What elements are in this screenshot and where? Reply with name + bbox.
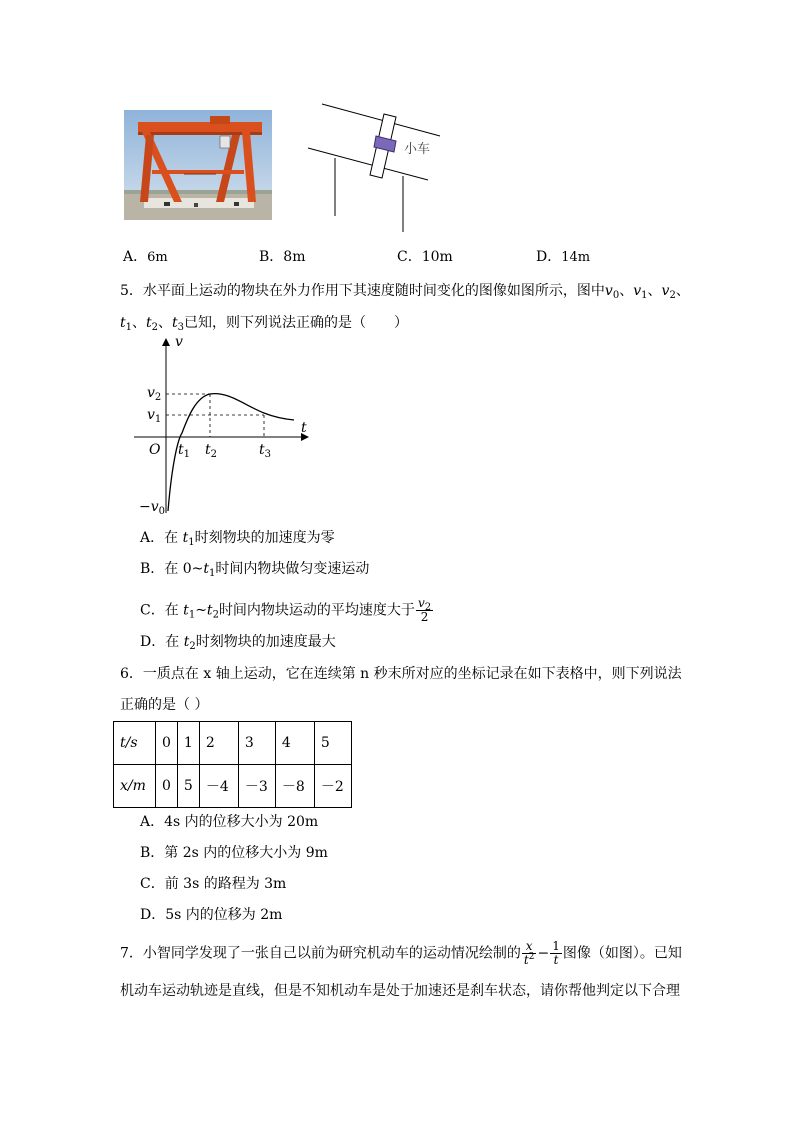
option-prefix: A．在 <box>140 530 183 546</box>
option-prefix: D．在 <box>140 634 184 650</box>
table-header-cell: t/s <box>114 722 156 765</box>
velocity-time-graph <box>128 333 328 518</box>
table-cell: 0 <box>156 722 178 765</box>
q7-stem-text: 7．小智同学发现了一张自己以前为研究机动车的运动情况绘制的 <box>120 945 521 962</box>
q7-stem-line2: 机动车运动轨迹是直线，但是不知机动车是处于加速还是刹车状态，请你帮他判定以下合理 <box>120 983 680 999</box>
option-prefix: B．在 0~ <box>140 561 204 577</box>
option-prefix: C．在 <box>140 602 184 619</box>
table-cell: －8 <box>275 765 314 808</box>
q6-option-b[interactable]: B．第 2s 内的位移大小为 9m <box>140 845 328 861</box>
q5-option-d[interactable]: D．在 $t_2$时刻物块的加速度最大 <box>140 634 336 652</box>
q6-option-c[interactable]: C．前 3s 的路程为 3m <box>140 876 287 892</box>
dash: − <box>537 945 550 962</box>
table-cell: 5 <box>314 722 351 765</box>
crane-photo <box>124 110 272 220</box>
q4-option-b[interactable] <box>259 247 305 267</box>
option-text: 8m <box>283 249 306 265</box>
table-cell: 5 <box>177 765 199 808</box>
neg-v0-label: $-v_0$ <box>139 499 166 517</box>
table-cell: －4 <box>199 765 238 808</box>
x-over-t2-fraction: $\frac{x}{t^2}$ <box>523 939 535 967</box>
t3-label: $t_3$ <box>259 442 272 460</box>
q6-option-a[interactable]: A．4s 内的位移大小为 20m <box>140 814 319 830</box>
v-axis-label: v <box>175 334 183 350</box>
option-letter: A． <box>123 249 148 265</box>
v2-label: $v_2$ <box>147 385 162 403</box>
option-letter: D． <box>536 249 562 265</box>
table-cell: 4 <box>275 722 314 765</box>
option-letter: C． <box>397 249 422 265</box>
q4-option-a[interactable] <box>123 247 168 268</box>
q5-option-b[interactable]: B．在 $0\sim t_1$时间内物块做匀变速运动 <box>140 561 370 579</box>
q5-stem-line1: 5．水平面上运动的物块在外力作用下其速度随时间变化的图像如图所示，图中$v_0$、$v_1$、$v_2$、 <box>120 283 690 301</box>
t-axis-label: t <box>301 420 307 436</box>
t1-label: $t_1$ <box>178 442 191 460</box>
option-letter: B． <box>259 249 284 265</box>
table-cell: 0 <box>156 765 178 808</box>
table-header-cell: x/m <box>114 765 156 808</box>
table-cell: 2 <box>199 722 238 765</box>
option-text: 10m <box>421 249 453 265</box>
one-over-t-fraction: $\frac{1}{t}$ <box>552 939 560 967</box>
question-number: 5． <box>120 283 143 299</box>
q6-stem-line2: 正确的是（ ） <box>120 697 209 713</box>
origin-label: O <box>149 442 161 458</box>
q7-stem-text: 图像（如图）。已知 <box>562 945 682 962</box>
q4-option-d[interactable] <box>536 247 590 268</box>
option-text: 6m <box>147 250 168 265</box>
option-text: 14m <box>561 250 591 265</box>
q5-stem-line2: $t_1$、$t_2$、$t_3$已知，则下列说法正确的是（ ） <box>120 315 409 333</box>
q6-option-d[interactable]: D．5s 内的位移为 2m <box>140 907 283 923</box>
cart-rail-diagram <box>300 98 450 233</box>
cart-label: 小车 <box>404 142 431 157</box>
q5-stem-text: 水平面上运动的物块在外力作用下其速度随时间变化的图像如图所示，图中 <box>142 283 605 299</box>
q4-option-c[interactable] <box>397 247 453 267</box>
q5-option-a[interactable]: A．在 $t_1$时刻物块的加速度为零 <box>140 530 335 548</box>
table-cell: 3 <box>238 722 275 765</box>
t2-label: $t_2$ <box>205 442 218 460</box>
q6-stem-line1: 6．一质点在 x 轴上运动，它在连续第 n 秒末所对应的坐标记录在如下表格中，则下列说法 <box>120 666 682 682</box>
q5-option-c[interactable]: C．在 $t_1\sim t_2$时间内物块运动的平均速度大于 $\frac{v_2}{2}$ <box>140 596 432 624</box>
option-text: 时刻物块的加速度最大 <box>195 634 336 650</box>
option-text: 时间内物块做匀变速运动 <box>215 561 370 577</box>
v2-over-2-fraction: $\frac{v_2}{2}$ <box>417 596 432 624</box>
position-table <box>113 721 352 808</box>
option-text: 时间内物块运动的平均速度大于 <box>218 602 415 619</box>
v1-label: $v_1$ <box>147 407 162 425</box>
option-text: 时刻物块的加速度为零 <box>194 530 335 546</box>
q5-stem-text: 已知，则下列说法正确的是（ ） <box>184 315 409 331</box>
table-cell: 1 <box>177 722 199 765</box>
table-cell: －3 <box>238 765 275 808</box>
q7-stem-line1 <box>120 940 682 967</box>
table-cell: －2 <box>314 765 351 808</box>
table-row <box>114 722 352 765</box>
table-row <box>114 765 352 808</box>
